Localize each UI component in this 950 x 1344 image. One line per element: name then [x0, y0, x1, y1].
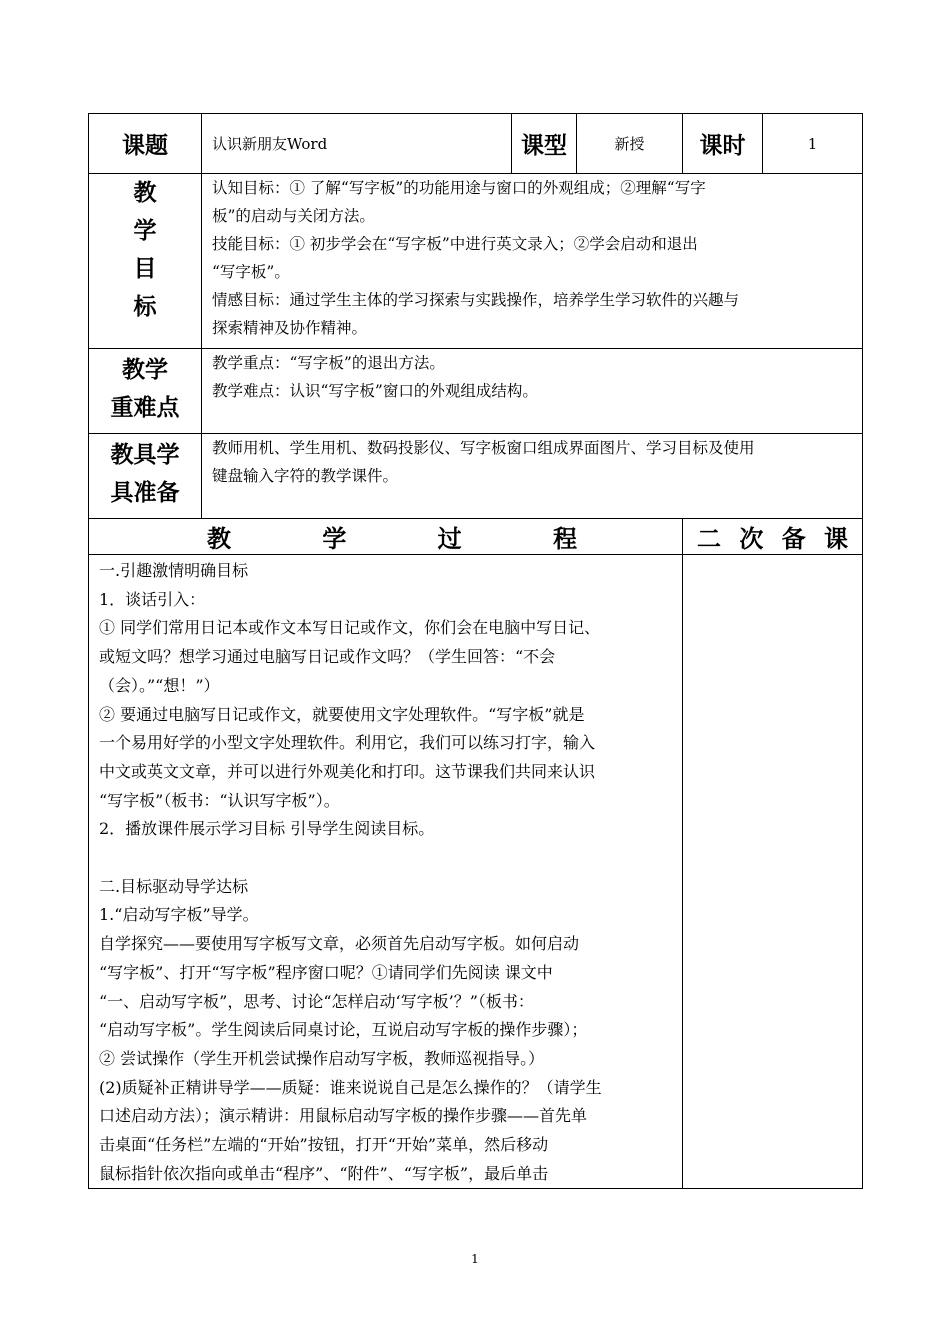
- process-title-char: 学: [322, 525, 347, 553]
- process-line: (2)质疑补正精讲导学——质疑：谁来说说自己是怎么操作的？（请学生: [99, 1077, 602, 1097]
- key-point-line: 教学重点：“写字板”的退出方法。: [212, 354, 445, 372]
- objective-line: 板”的启动与关闭方法。: [212, 207, 375, 225]
- process-line: 击桌面“任务栏”左端的“开始”按钮，打开“开始”菜单，然后移动: [99, 1135, 549, 1155]
- process-line: 1．谈话引入：: [99, 589, 206, 609]
- process-line: ② 尝试操作（学生开机尝试操作启动写字板，教师巡视指导。）: [99, 1048, 545, 1068]
- second-prep-char: 课: [823, 525, 848, 553]
- key-points-label-line: 教学: [122, 357, 168, 383]
- key-points-row: [89, 349, 863, 434]
- process-line: 二.目标驱动导学达标: [99, 876, 249, 896]
- objective-line: 情感目标：通过学生主体的学习探索与实践操作，培养学生学习软件的兴趣与: [212, 291, 740, 309]
- objectives-label-char: 标: [133, 294, 157, 320]
- key-points-label-line: 重难点: [110, 395, 180, 421]
- objectives-row: [89, 174, 863, 349]
- topic-value: 认识新朋友Word: [202, 114, 512, 174]
- process-content: [89, 555, 683, 1189]
- process-line: ① 同学们常用日记本或作文本写日记或作文，你们会在电脑中写日记、: [99, 618, 601, 638]
- materials-label-line: 具准备: [110, 480, 180, 506]
- process-line: 一个易用好学的小型文字处理软件。利用它，我们可以练习打字，输入: [99, 733, 596, 753]
- objective-line: 探索精神及协作精神。: [212, 319, 368, 337]
- objectives-content: [202, 174, 863, 349]
- objective-line: 认知目标：① 了解“写字板”的功能用途与窗口的外观组成；②理解“写字: [212, 179, 706, 197]
- second-prep-char: 备: [781, 525, 806, 553]
- process-title-char: 教: [207, 525, 231, 553]
- process-title-char: 过: [437, 525, 462, 553]
- process-line: 中文或英文文章，并可以进行外观美化和打印。这节课我们共同来认识: [99, 761, 596, 781]
- period-value: 1: [763, 114, 863, 174]
- materials-line: 教师用机、学生用机、数码投影仪、写字板窗口组成界面图片、学习目标及使用: [212, 439, 755, 457]
- second-prep-char: 二: [697, 525, 721, 553]
- process-line: 1.“启动写字板”导学。: [99, 905, 259, 925]
- period-label: 课时: [683, 114, 763, 174]
- process-line: ② 要通过电脑写日记或作文，就要使用文字处理软件。“写字板”就是: [99, 704, 585, 724]
- process-line: “写字板”、打开“写字板”程序窗口呢？①请同学们先阅读 课文中: [99, 962, 553, 982]
- objectives-label-char: 目: [133, 256, 157, 282]
- process-heading-row: [89, 519, 863, 555]
- topic-label: 课题: [89, 114, 202, 174]
- key-points-content: [202, 349, 863, 434]
- process-line: “写字板”（板书：“认识写字板”）。: [99, 790, 340, 810]
- process-line: （会）。”“想！”）: [99, 675, 220, 695]
- process-line: 一.引趣激情明确目标: [99, 561, 249, 580]
- process-body-row: [89, 555, 863, 1189]
- process-line: “一、启动写字板”，思考、讨论“怎样启动‘写字板’？”（板书：: [99, 991, 534, 1011]
- second-prep-title: [683, 519, 863, 555]
- objective-line: “写字板”。: [212, 263, 290, 281]
- materials-line: 键盘输入字符的教学课件。: [212, 467, 399, 485]
- process-line: 鼠标指针依次指向或单击“程序”、“附件”、“写字板”，最后单击: [99, 1163, 549, 1183]
- materials-row: [89, 434, 863, 519]
- process-line: 自学探究——要使用写字板写文章，必须首先启动写字板。如何启动: [99, 934, 580, 954]
- key-point-line: 教学难点：认识“写字板”窗口的外观组成结构。: [212, 382, 538, 400]
- process-line: “启动写字板”。学生阅读后同桌讨论，互说启动写字板的操作步骤）；: [99, 1020, 588, 1040]
- materials-content: [202, 434, 863, 519]
- process-line: 或短文吗？想学习通过电脑写日记或作文吗？（学生回答：“不会: [99, 647, 556, 667]
- page-number: 1: [471, 1252, 479, 1266]
- objective-line: 技能目标：① 初步学会在“写字板”中进行英文录入；②学会启动和退出: [212, 235, 698, 253]
- process-line: 口述启动方法）；演示精讲：用鼠标启动写字板的操作步骤——首先单: [99, 1106, 588, 1126]
- materials-label: [89, 434, 202, 519]
- second-prep-notes: [683, 555, 863, 1189]
- objectives-label-char: 学: [133, 218, 157, 244]
- objectives-label-char: 教: [133, 180, 157, 206]
- header-row: [89, 114, 863, 174]
- key-points-label: [89, 349, 202, 434]
- materials-label-line: 教具学: [110, 442, 180, 468]
- second-prep-char: 次: [739, 525, 764, 553]
- type-label: 课型: [512, 114, 577, 174]
- objectives-label: [89, 174, 202, 349]
- process-title: [89, 519, 683, 555]
- process-title-char: 程: [552, 525, 577, 553]
- process-line: 2．播放课件展示学习目标 引导学生阅读目标。: [99, 819, 435, 839]
- lesson-plan-table: [88, 113, 863, 1189]
- type-value: 新授: [577, 114, 683, 174]
- blank-line: [99, 844, 676, 873]
